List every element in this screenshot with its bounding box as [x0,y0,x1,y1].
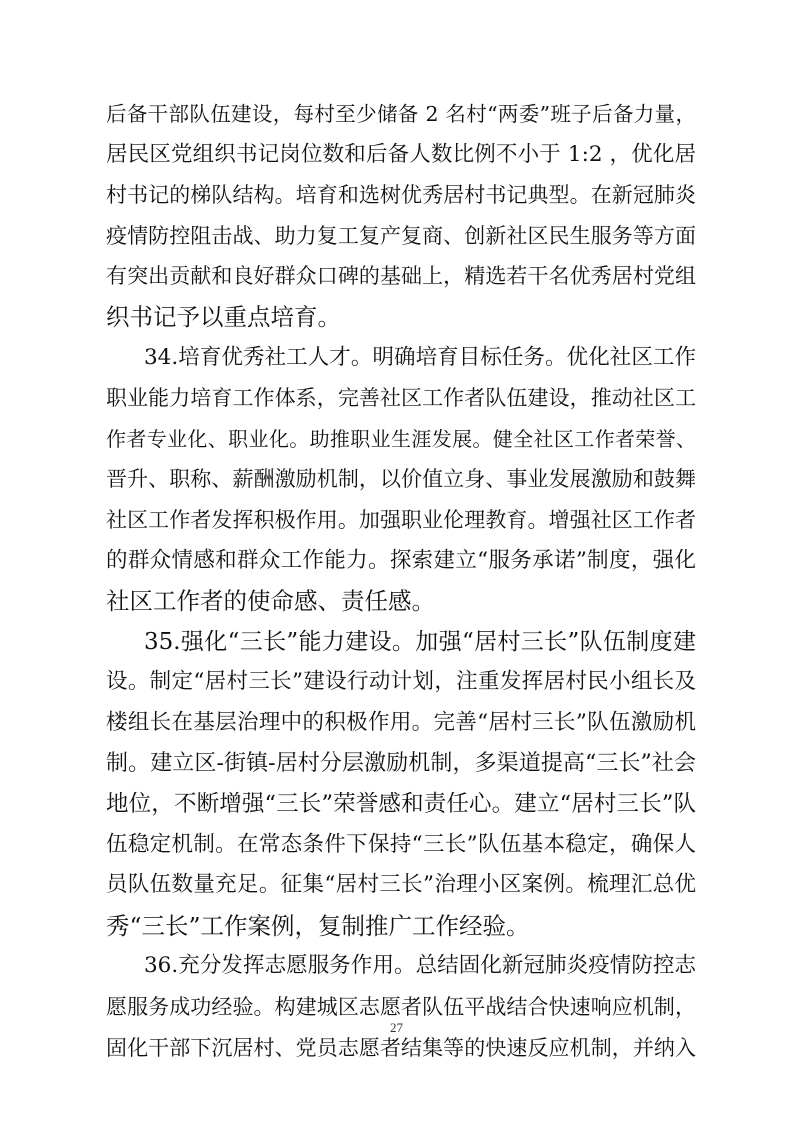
text-line: 伍稳定机制。在常态条件下保持“三长”队伍基本稳定，确保人 [106,831,696,857]
text-line: 设。制定“居村三长”建设行动计划，注重发挥居村民小组长及 [106,669,696,695]
text-line: 晋升、职称、薪酬激励机制，以价值立身、事业发展激励和鼓舞 [106,467,696,492]
body-text [106,94,696,1068]
paragraph-36-first-line: 36.充分发挥志愿服务作用。总结固化新冠肺炎疫情防控志 [144,953,696,979]
text-line: 村书记的梯队结构。培育和选树优秀居村书记典型。在新冠肺炎 [106,183,696,208]
paragraph-35-first-line: 35.强化“三长”能力建设。加强“居村三长”队伍制度建 [144,628,696,655]
text-line: 愿服务成功经验。构建城区志愿者队伍平战结合快速响应机制， [106,995,696,1020]
text-line: 疫情防控阻击战、助力复工复产复商、创新社区民生服务等方面 [106,223,696,248]
text-line: 楼组长在基层治理中的积极作用。完善“居村三长”队伍激励机 [106,709,696,735]
text-line: 有突出贡献和良好群众口碑的基础上，精选若干名优秀居村党组 [106,264,696,289]
text-line: 固化干部下沉居村、党员志愿者结集等的快速反应机制，并纳入 [106,1035,696,1060]
page-number: 27 [390,1020,403,1035]
text-line: 后备干部队伍建设，每村至少储备 2 名村“两委”班子后备力量， [106,102,696,126]
text-line: 作者专业化、职业化。助推职业生涯发展。健全社区工作者荣誉、 [106,426,696,451]
text-line: 社区工作者的使命感、责任感。 [106,587,435,616]
text-line: 织书记予以重点培育。 [106,302,341,331]
text-line: 居民区党组织书记岗位数和后备人数比例不小于 1:2 ，优化居 [106,141,696,167]
text-line: 员队伍数量充足。征集“居村三长”治理小区案例。梳理汇总优 [106,872,696,898]
text-line: 地位，不断增强“三长”荣誉感和责任心。建立“居村三长”队 [106,791,696,818]
text-line: 社区工作者发挥积极作用。加强职业伦理教育。增强社区工作者 [106,507,696,532]
paragraph-34-first-line: 34.培育优秀社工人才。明确培育目标任务。优化社区工作 [144,344,696,370]
text-line: 的群众情感和群众工作能力。探索建立“服务承诺”制度，强化 [106,547,696,573]
text-line: 职业能力培育工作体系，完善社区工作者队伍建设，推动社区工 [106,386,696,411]
text-line: 秀“三长”工作案例，复制推广工作经验。 [106,911,530,940]
text-line: 制。建立区-街镇-居村分层激励机制，多渠道提高“三长”社会 [106,750,696,776]
